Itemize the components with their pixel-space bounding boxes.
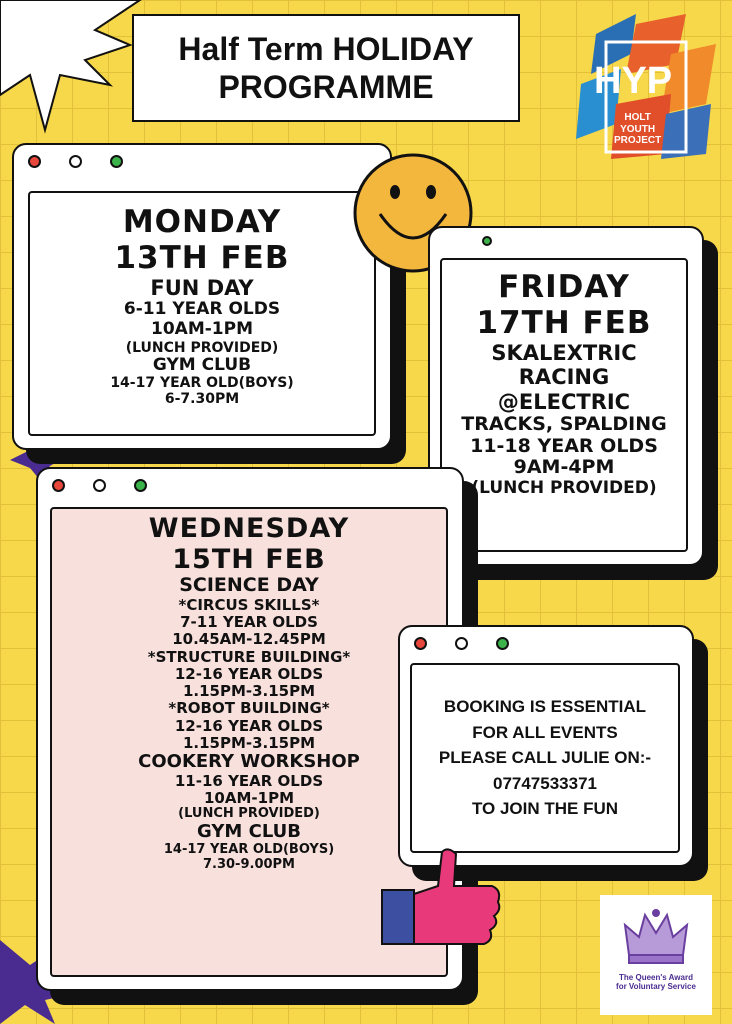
monday-line: GYM CLUB bbox=[152, 354, 252, 375]
logo-letters: HYP bbox=[594, 60, 673, 102]
booking-line: TO JOIN THE FUN bbox=[471, 799, 619, 819]
thumbs-up-icon bbox=[380, 846, 504, 954]
wednesday-line: 12-16 YEAR OLDS bbox=[174, 716, 324, 735]
queens-award-badge bbox=[600, 895, 712, 1015]
friday-day: FRIDAY bbox=[498, 269, 630, 305]
title-line-2: PROGRAMME bbox=[218, 69, 434, 105]
friday-line: @ELECTRIC bbox=[497, 389, 631, 414]
wednesday-line: 1.15PM-3.15PM bbox=[182, 733, 316, 752]
monday-line: FUN DAY bbox=[150, 276, 254, 301]
monday-line: 14-17 YEAR OLD(BOYS) bbox=[110, 375, 294, 392]
logo-text bbox=[614, 112, 661, 147]
friday-content bbox=[440, 258, 688, 552]
minimize-dot-icon bbox=[69, 155, 82, 168]
maximize-dot-icon bbox=[482, 236, 492, 246]
logo-text-line-1: HOLT bbox=[624, 112, 651, 123]
monday-day: MONDAY bbox=[122, 204, 282, 240]
wednesday-line: 14-17 YEAR OLD(BOYS) bbox=[163, 842, 335, 857]
friday-line: RACING bbox=[518, 365, 610, 390]
logo-text-line-3: PROJECT bbox=[614, 135, 662, 146]
friday-line: 11-18 YEAR OLDS bbox=[470, 434, 658, 457]
wednesday-line: *STRUCTURE BUILDING* bbox=[147, 647, 351, 666]
maximize-dot-icon bbox=[496, 637, 509, 650]
title-box bbox=[132, 14, 520, 122]
booking-line: FOR ALL EVENTS bbox=[472, 722, 618, 742]
wednesday-line: 7.30-9.00PM bbox=[202, 856, 295, 872]
monday-date: 13TH FEB bbox=[114, 239, 290, 276]
close-dot-icon bbox=[414, 637, 427, 650]
wednesday-line: 7-11 YEAR OLDS bbox=[180, 613, 318, 632]
title-line-1: Half Term HOLIDAY bbox=[178, 30, 474, 67]
friday-line: (LUNCH PROVIDED) bbox=[471, 478, 657, 499]
friday-line: TRACKS, SPALDING bbox=[461, 412, 667, 435]
logo-text-line-2: YOUTH bbox=[620, 123, 656, 135]
maximize-dot-icon bbox=[110, 155, 123, 168]
booking-line: BOOKING IS ESSENTIAL bbox=[443, 697, 647, 717]
maximize-dot-icon bbox=[134, 479, 147, 492]
booking-line: PLEASE CALL JULIE ON:- bbox=[438, 748, 652, 768]
wednesday-line: *ROBOT BUILDING* bbox=[168, 699, 330, 718]
starburst-decoration bbox=[0, 0, 150, 140]
friday-line: 9AM-4PM bbox=[513, 456, 615, 479]
monday-line: 10AM-1PM bbox=[151, 318, 253, 339]
monday-line: 6-11 YEAR OLDS bbox=[123, 299, 281, 320]
window-controls bbox=[52, 479, 147, 492]
window-controls bbox=[414, 637, 509, 650]
window-controls bbox=[28, 155, 123, 168]
crown-icon bbox=[621, 905, 691, 969]
award-line-2: for Voluntary Service bbox=[616, 982, 696, 991]
booking-content bbox=[410, 663, 680, 853]
wednesday-line: 12-16 YEAR OLDS bbox=[174, 664, 324, 683]
wednesday-line: GYM CLUB bbox=[197, 821, 301, 843]
award-line-1: The Queen's Award bbox=[619, 973, 693, 982]
booking-phone: 07747533371 bbox=[492, 773, 597, 793]
wednesday-line: (LUNCH PROVIDED) bbox=[178, 806, 320, 822]
monday-line: 6-7.30PM bbox=[164, 391, 240, 408]
wednesday-line: 10AM-1PM bbox=[204, 789, 294, 808]
minimize-dot-icon bbox=[455, 637, 468, 650]
minimize-dot-icon bbox=[93, 479, 106, 492]
friday-date: 17TH FEB bbox=[476, 304, 652, 341]
wednesday-day: WEDNESDAY bbox=[148, 513, 350, 544]
monday-line: (LUNCH PROVIDED) bbox=[125, 339, 279, 356]
monday-window bbox=[12, 143, 392, 450]
close-dot-icon bbox=[28, 155, 41, 168]
wednesday-line: *CIRCUS SKILLS* bbox=[178, 595, 320, 614]
friday-window bbox=[428, 226, 704, 566]
close-dot-icon bbox=[52, 479, 65, 492]
monday-content bbox=[28, 191, 376, 436]
hyp-logo bbox=[576, 14, 716, 159]
wednesday-line: COOKERY WORKSHOP bbox=[138, 751, 360, 773]
wednesday-line: 1.15PM-3.15PM bbox=[182, 682, 316, 701]
booking-window bbox=[398, 625, 694, 867]
wednesday-line: 10.45AM-12.45PM bbox=[172, 630, 326, 649]
friday-line: SKALEXTRIC bbox=[491, 341, 637, 366]
wednesday-date: 15TH FEB bbox=[172, 544, 326, 576]
window-controls bbox=[482, 236, 492, 246]
wednesday-line: SCIENCE DAY bbox=[179, 574, 319, 597]
wednesday-line: 11-16 YEAR OLDS bbox=[174, 771, 324, 790]
